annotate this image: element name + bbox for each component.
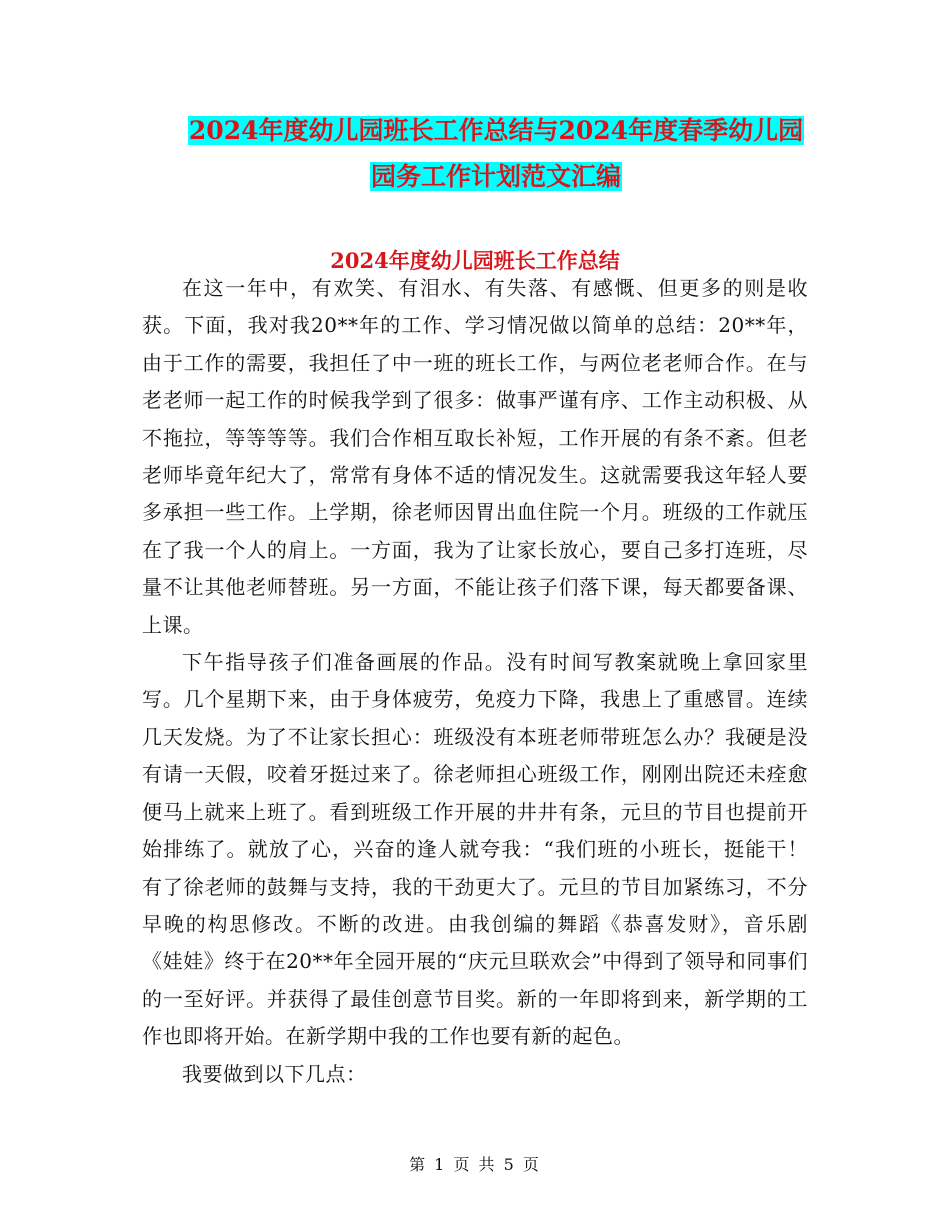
body-paragraph-3: 我要做到以下几点： [182, 1061, 367, 1086]
body-paragraph-1: 在这一年中，有欢笑、有泪水、有失落、有感慨、但更多的则是收获。下面，我对我20**年的工作、学习情况做以简单的总结：20**年，由于工作的需要，我担任了中一班的班长工作，与两位老老师合作。在与老老师一起工作的时候我学到了很多：做事严谨有序、工作主动积极、从不拖拉，等等等等。我们合作相互取长补短，工作开展的有条不紊。但老老师毕竟年纪大了，常常有身体不适的情况发生。这就需要我这年轻人要多承担一些工作。上学期，徐老师因胃出血住院一个月。班级的工作就压在了我一个人的肩上。一方面，我为了让家长放心，要自己多打连班，尽量不让其他老师替班。另一方面，不能让孩子们落下课，每天都要备课、上课。 [142, 276, 808, 637]
document-title-line-1: 2024年度幼儿园班长工作总结与2024年度春季幼儿园 [188, 116, 804, 145]
page-number-footer: 第 1 页 共 5 页 [409, 1155, 541, 1174]
body-paragraph-2: 下午指导孩子们准备画展的作品。没有时间写教案就晚上拿回家里写。几个星期下来，由于身体疲劳，免疫力下降，我患上了重感冒。连续几天发烧。为了不让家长担心：班级没有本班老师带班怎么办？我硬是没有请一天假，咬着牙挺过来了。徐老师担心班级工作，刚刚出院还未痊愈便马上就来上班了。看到班级工作开展的井井有条，元旦的节目也提前开始排练了。就放了心，兴奋的逢人就夸我：“我们班的小班长，挺能干！有了徐老师的鼓舞与支持，我的干劲更大了。元旦的节目加紧练习，不分早晚的构思修改。不断的改进。由我创编的舞蹈《恭喜发财》，音乐剧《娃娃》终于在20**年全园开展的“庆元旦联欢会”中得到了领导和同事们的一至好评。并获得了最佳创意节目奖。新的一年即将到来，新学期的工作也即将开始。在新学期中我的工作也要有新的起色。 [142, 650, 808, 1049]
document-title [140, 108, 852, 200]
document-body [142, 270, 808, 1093]
section-title: 2024年度幼儿园班长工作总结 [330, 248, 620, 273]
document-title-line-2: 园务工作计划范文汇编 [370, 162, 621, 191]
